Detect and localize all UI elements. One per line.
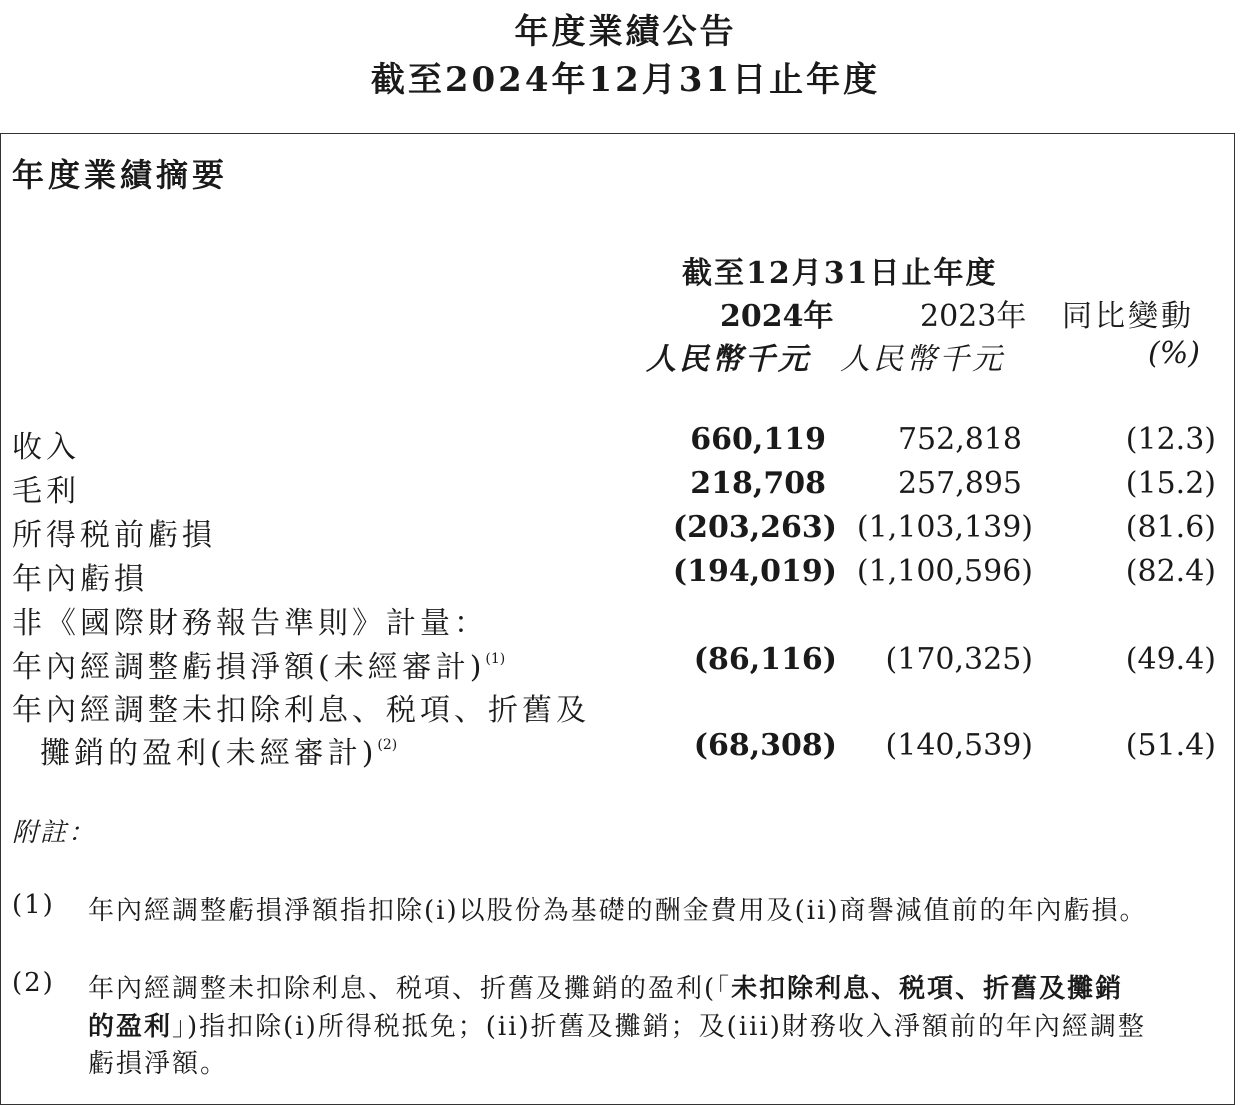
note-2-line1 <box>88 968 1123 1005</box>
adj-loss-label-text: 年內經調整虧損淨額(未經審計) <box>12 650 486 685</box>
row-value-2024: 660,119 <box>690 422 826 457</box>
col-2024-header: 2024年 <box>720 299 834 334</box>
adj-ebitda-label-line1: 年內經調整未扣除利息、税項、折舊及 <box>12 693 590 728</box>
footnote-mark: (2) <box>377 737 398 753</box>
adj-loss-2024: (86,116) <box>693 642 837 677</box>
note-2-line1-text: 年內經調整未扣除利息、税項、折舊及攤銷的盈利(「 <box>88 974 732 1004</box>
row-value-2023: 752,818 <box>897 422 1022 457</box>
non-ifrs-heading: 非《國際財務報告準則》計量： <box>12 606 488 641</box>
unit-change: (%) <box>1148 336 1200 371</box>
row-value-2024: (194,019) <box>672 554 837 589</box>
col-change-header: 同比變動 <box>1062 299 1194 334</box>
adj-loss-2023: (170,325) <box>885 642 1033 677</box>
row-value-2023: 257,895 <box>897 466 1022 501</box>
adj-loss-change: (49.4) <box>1125 642 1216 677</box>
note-1-marker: (1) <box>12 890 55 920</box>
footnote-mark: (1) <box>485 651 506 667</box>
unit-2024: 人民幣千元 <box>646 342 811 377</box>
note-2-line1-bold: 未扣除利息、税項、折舊及攤銷 <box>731 974 1124 1004</box>
unit-2023: 人民幣千元 <box>840 342 1005 377</box>
adj-ebitda-label-text: 攤銷的盈利(未經審計) <box>40 736 378 771</box>
note-2-line3: 虧損淨額。 <box>88 1049 229 1079</box>
row-change: (15.2) <box>1125 466 1216 501</box>
row-change: (81.6) <box>1125 510 1216 545</box>
row-label: 毛利 <box>12 474 80 509</box>
adj-ebitda-change: (51.4) <box>1125 728 1216 763</box>
row-change: (12.3) <box>1125 422 1216 457</box>
row-change: (82.4) <box>1125 554 1216 589</box>
note-2-marker: (2) <box>12 968 55 998</box>
announcement-period: 截至2024年12月31日止年度 <box>370 60 881 100</box>
row-label: 年內虧損 <box>12 562 148 597</box>
note-2-line2-text: 」)指扣除(i)所得税抵免；(ii)折舊及攤銷；及(iii)財務收入淨額前的年內經調整 <box>172 1012 1146 1042</box>
row-value-2024: (203,263) <box>672 510 837 545</box>
adj-loss-label <box>12 642 505 686</box>
row-label: 收入 <box>12 430 80 465</box>
notes-heading: 附註： <box>12 818 97 848</box>
row-value-2023: (1,103,139) <box>856 510 1033 545</box>
section-heading: 年度業績摘要 <box>12 156 229 194</box>
adj-ebitda-2023: (140,539) <box>885 728 1033 763</box>
note-1-text: 年內經調整虧損淨額指扣除(i)以股份為基礎的酬金費用及(ii)商譽減值前的年內虧損。 <box>88 896 1148 926</box>
note-2-line2-bold: 的盈利 <box>88 1012 173 1042</box>
row-value-2024: 218,708 <box>690 466 826 501</box>
adj-ebitda-2024: (68,308) <box>693 728 837 763</box>
note-2-line2 <box>88 1006 1146 1043</box>
row-label: 所得税前虧損 <box>12 518 216 553</box>
announcement-title: 年度業績公告 <box>514 12 737 52</box>
adj-ebitda-label-line2 <box>40 728 397 772</box>
period-header: 截至12月31日止年度 <box>682 256 998 291</box>
col-2023-header: 2023年 <box>920 299 1027 334</box>
row-value-2023: (1,100,596) <box>856 554 1033 589</box>
